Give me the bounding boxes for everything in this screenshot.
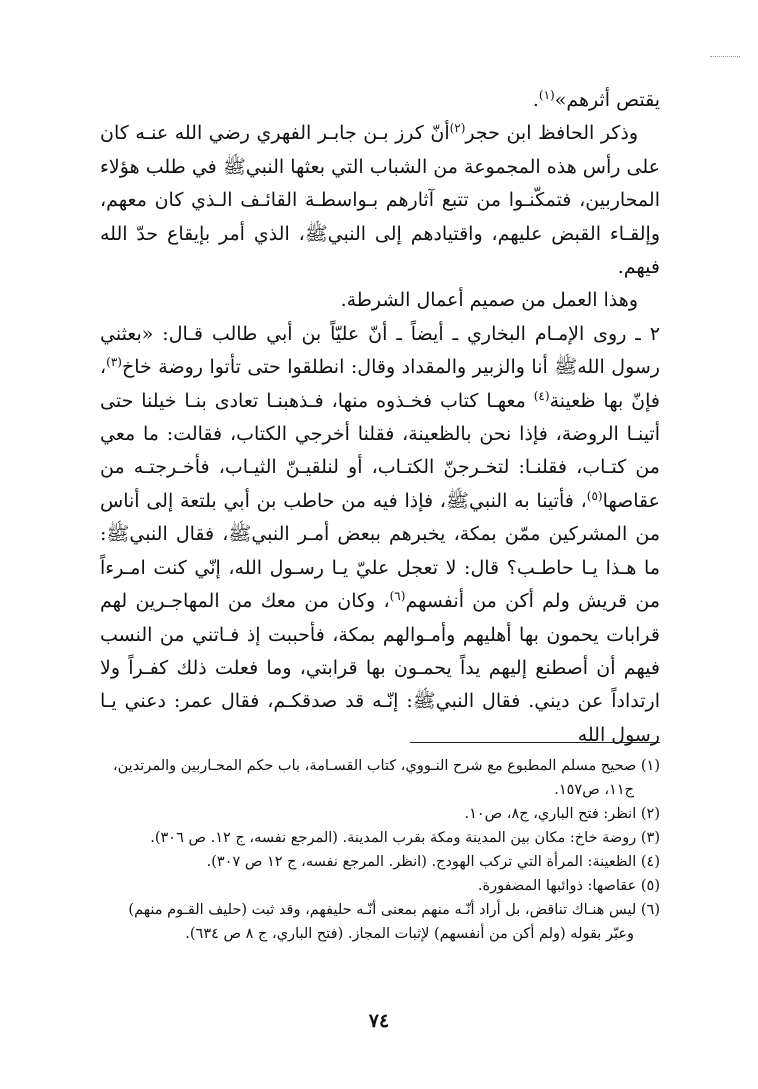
period: .: [532, 89, 539, 111]
footnote-text: صحيح مسلم المطبوع مع شرح النـووي، كتاب القسـامة، باب حكم المحـاربين والمرتدين،: [112, 758, 637, 774]
footnote-1-continuation: ج١١، ص١٥٧.: [554, 782, 634, 798]
footnotes: [98, 754, 660, 946]
footnote-2: [98, 802, 660, 826]
footnote-text: انظر: فتح الباري، ج٨، ص١٠.: [464, 806, 637, 822]
footnote-ref-6[interactable]: (٦): [389, 589, 406, 604]
footnote-text: ليس هنـاك تناقض، بل أراد أنّـه منهم بمعنى أنّـه حليفهم، وقد ثبت (حليف القـوم منهم): [128, 902, 637, 918]
paragraph-text: ، وكان من معك من المهاجـرين لهم قرابات يحمون بها أهليهم وأمـوالهم بمكة، فأحببت إذ فـاتني من النسب فيهم أن أصطنع إليهم يداً يحمـون بها قرابتي، وما فعلت ذلك كفـراً ولا ارتداداً عن ديني. فقال النبيﷺ: إنّـه قد صدقكـم، فقال عمر: دعني يـا رسول الله: [100, 590, 660, 746]
footnote-ref-3[interactable]: (٣): [106, 355, 122, 370]
footnote-text: روضة خاخ: مكان بين المدينة ومكة بقرب المدينة. (المرجع نفسه، ج ١٢. ص ٣٠٦).: [150, 830, 637, 846]
paragraph-continuation: [100, 84, 660, 117]
paragraph-text: أنّ كرز بـن جابـر الفهري رضي الله عنـه كان على رأس هذه المجموعة من الشباب التي بعثها النبيﷺ في طلب هؤلاء المحاربين، فتمكّنـوا من تتبع آثارهم بـواسطـة القائـف الـذي كان معهم، وإلقـاء القبض عليهم، واقتيادهم إلى النبيﷺ، الذي أمر بإيقاع حدّ الله فيهم.: [100, 122, 660, 279]
footnote-6: [98, 898, 660, 922]
footnote-4: [98, 850, 660, 874]
footnote-ref-2[interactable]: (٢): [449, 121, 466, 136]
quote-end-text: يقتص أثرهم»: [554, 89, 660, 111]
paragraph-text: ، فإنّ بها ظعينة: [100, 356, 660, 412]
footnote-text: عقاصها: ذوائبها المضفورة.: [477, 878, 637, 894]
footnote-1: [98, 754, 660, 778]
footnote-6-continuation: وعبّر بقوله (ولم أكن من أنفسهم) لإثبات المجاز. (فتح الباري، ج ٨ ص ٦٣٤).: [185, 926, 634, 942]
paragraph-text: معهـا كتاب فخـذوه منها، فـذهبنـا تعادى بنـا خيلنا حتى أتينـا الروضة، فإذا نحن بالظعينة، فقلنا أخرجي الكتاب، فقالت: ما معي من كتـاب، فقلنـا: لتخـرجنّ الكتـاب، أو لنلقيـنّ الثيـاب، فأخـرجتـه من عقاصها: [100, 389, 660, 512]
main-text: [100, 84, 660, 752]
footnote-number: (٤): [640, 854, 660, 870]
footnote-divider: [410, 742, 660, 743]
page-number: ٧٤: [368, 1010, 390, 1032]
paragraph-text: وذكر الحافظ ابن حجر: [465, 122, 638, 145]
paragraph-bukhari: [100, 318, 660, 752]
footnote-number: (٦): [640, 902, 660, 918]
footnote-number: (٥): [640, 878, 660, 894]
footnote-ref-1[interactable]: (١): [538, 88, 555, 102]
footnote-number: (٣): [640, 830, 660, 846]
footnote-3: [98, 826, 660, 850]
footnote-number: (٢): [640, 806, 660, 822]
paragraph-text: ٢ ـ روى الإمـام البخاري ـ أيضاً ـ أنّ عليّاً بن أبي طالب قـال: «بعثني رسول اللهﷺ أنا والزبير والمقداد وقال: انطلقوا حتى تأتوا روضة خاخ: [100, 322, 660, 379]
margin-mark: [710, 56, 740, 57]
paragraph-ibn-hajar: [100, 117, 660, 284]
footnote-ref-4[interactable]: (٤): [533, 388, 550, 403]
footnote-5: [98, 874, 660, 898]
footnote-number: (١): [640, 758, 660, 774]
paragraph-police: وهذا العمل من صميم أعمال الشرطة.: [340, 289, 638, 312]
paragraph-text: ، فأتينا به النبيﷺ، فإذا فيه من حاطب بن أبي بلتعة إلى أناس من المشركين ممّن بمكة، يخبرهم ببعض أمـر النبيﷺ، فقال النبيﷺ: ما هـذا يـا حاطـب؟ قال: لا تعجل عليّ يـا رسـول الله، إنّي كنت امـرءاً من قريش ولم أكن من أنفسهم: [100, 489, 661, 613]
footnote-text: الظعينة: المرأة التي تركب الهودج. (انظر. المرجع نفسه، ج ١٢ ص ٣٠٧).: [206, 854, 637, 870]
footnote-ref-5[interactable]: (٥): [586, 488, 603, 503]
